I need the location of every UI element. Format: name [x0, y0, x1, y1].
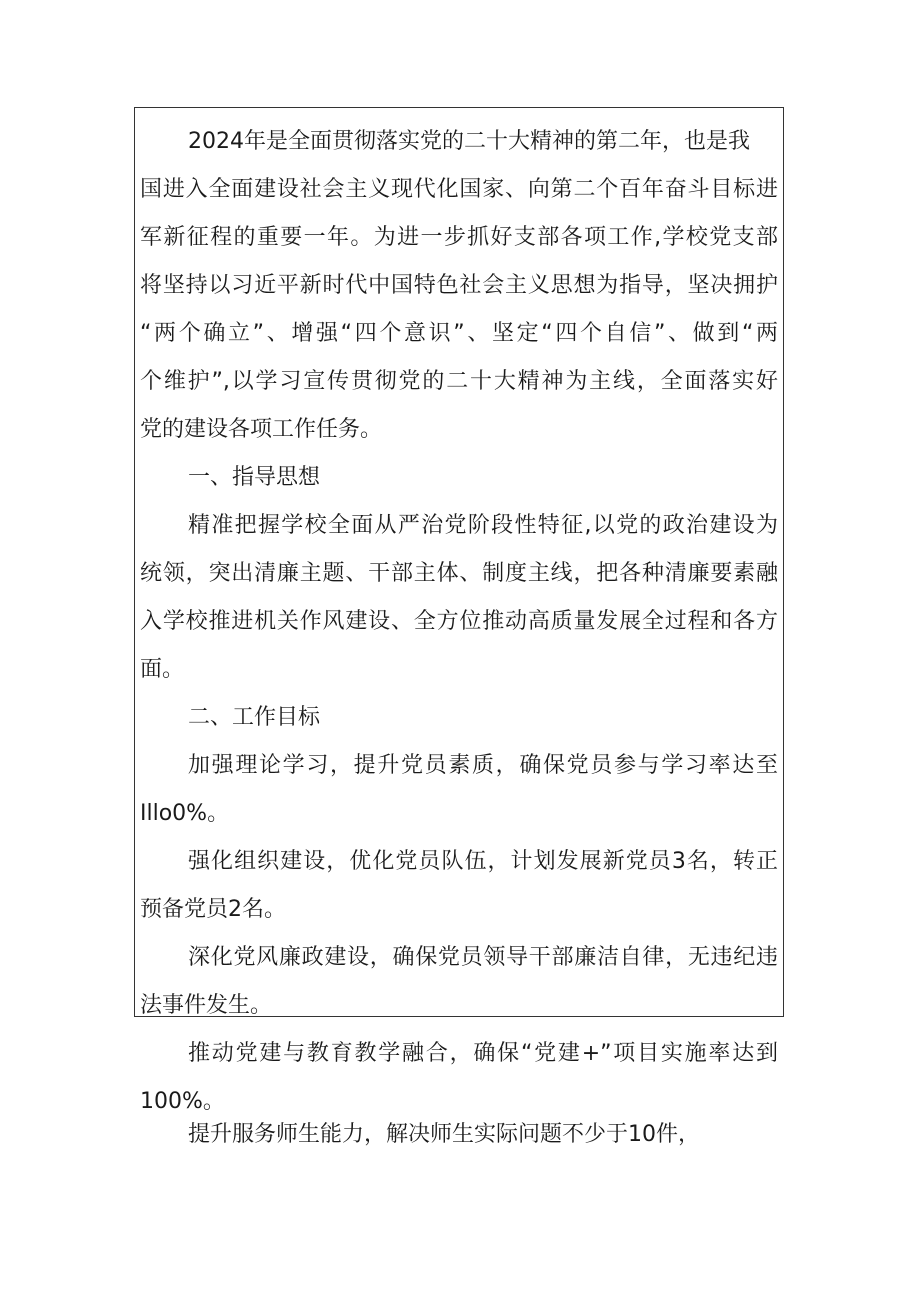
- section1-line-1: 精准把握学校全面从严治党阶段性特征,以党的政治建设为: [188, 513, 778, 538]
- goal5-line-1: 提升服务师生能力，解决师生实际问题不少于10件，: [188, 1122, 700, 1147]
- goal1-line-2: Illo0%。: [140, 801, 230, 826]
- intro-line-1: 2024年是全面贯彻落实党的二十大精神的第二年，也是我: [188, 129, 750, 154]
- goal1-line-1: 加强理论学习，提升党员素质，确保党员参与学习率达至: [188, 753, 778, 778]
- goal4-line-1: 推动党建与教育教学融合，确保“党建+”项目实施率达到: [188, 1041, 778, 1066]
- section-heading-guiding-thought: 一、指导思想: [188, 465, 321, 490]
- intro-line-5: “两个确立”、增强“四个意识”、坚定“四个自信”、做到“两: [140, 321, 778, 346]
- goal3-line-2: 法事件发生。: [140, 993, 273, 1018]
- goal2-line-1: 强化组织建设，优化党员队伍，计划发展新党员3名，转正: [188, 849, 778, 874]
- section1-line-3: 入学校推进机关作风建设、全方位推动高质量发展全过程和各方: [140, 609, 778, 634]
- goal3-line-1: 深化党风廉政建设，确保党员领导干部廉洁自律，无违纪违: [188, 945, 778, 970]
- section1-line-2: 统领，突出清廉主题、干部主体、制度主线，把各种清廉要素融: [140, 561, 778, 586]
- intro-line-6: 个维护”,以学习宣传贯彻党的二十大精神为主线，全面落实好: [140, 369, 778, 394]
- intro-line-7: 党的建设各项工作任务。: [140, 417, 383, 442]
- intro-line-4: 将坚持以习近平新时代中国特色社会主义思想为指导，坚决拥护: [140, 273, 778, 298]
- goal2-line-2: 预备党员2名。: [140, 897, 286, 922]
- intro-line-3: 军新征程的重要一年。为进一步抓好支部各项工作,学校党支部: [140, 225, 778, 250]
- goal4-line-2: 100%。: [140, 1089, 225, 1114]
- section1-line-4: 面。: [140, 657, 185, 682]
- intro-line-2: 国进入全面建设社会主义现代化国家、向第二个百年奋斗目标进: [140, 177, 778, 202]
- section-heading-work-goals: 二、工作目标: [188, 705, 321, 730]
